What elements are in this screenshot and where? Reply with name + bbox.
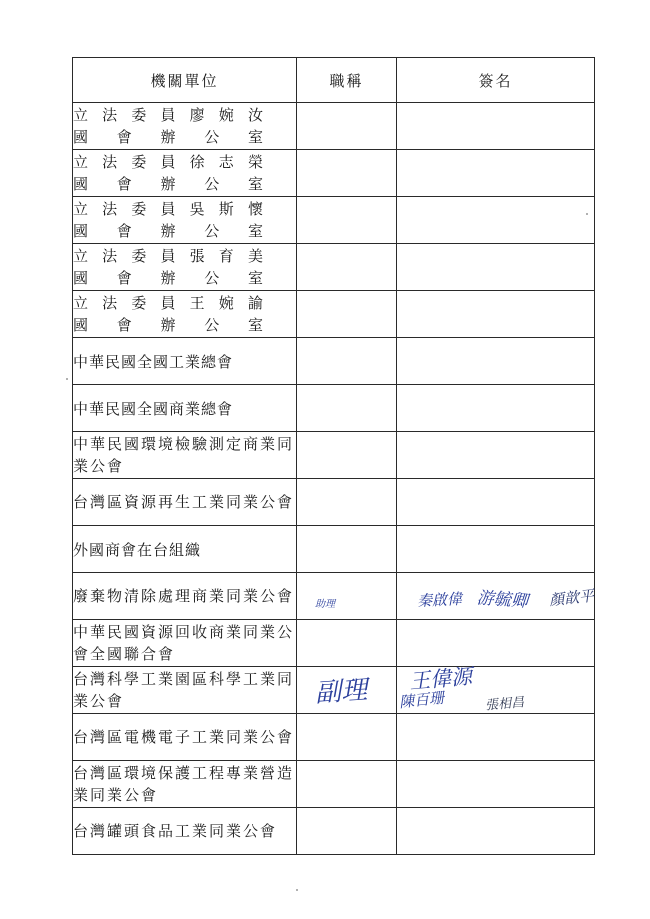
- signature-cell: [397, 197, 595, 244]
- org-char: 法: [102, 200, 118, 218]
- table-row: [73, 103, 595, 150]
- org-name: 外國商會在台組織: [73, 540, 202, 559]
- org-cell: [73, 432, 297, 479]
- org-line: [73, 245, 263, 267]
- org-char: 辦: [160, 175, 176, 193]
- handwritten-signature: 顏歆平: [548, 586, 595, 610]
- table-row: [73, 667, 595, 714]
- signature-cell: [397, 244, 595, 291]
- org-char: 王: [189, 294, 205, 312]
- org-name: 台灣區電機電子工業同業公會: [73, 728, 295, 746]
- org-line: [73, 104, 263, 126]
- org-char: 公: [204, 128, 220, 146]
- table-row: [73, 714, 595, 761]
- table-row: [73, 291, 595, 338]
- org-char: 委: [131, 106, 147, 124]
- org-char: 員: [160, 106, 176, 124]
- table-row: [73, 338, 595, 385]
- org-char: 會: [116, 128, 132, 146]
- org-char: 會: [116, 316, 132, 334]
- org-char: 廖: [189, 106, 205, 124]
- org-char: 員: [160, 247, 176, 265]
- org-char: 國: [73, 316, 89, 334]
- org-cell: [73, 244, 297, 291]
- org-char: 室: [247, 269, 263, 287]
- org-char: 法: [102, 294, 118, 312]
- title-cell: [297, 714, 397, 761]
- org-char: 室: [247, 316, 263, 334]
- title-cell: [297, 150, 397, 197]
- org-char: 榮: [247, 153, 263, 171]
- org-line: [73, 314, 263, 336]
- table-row: [73, 150, 595, 197]
- org-char: 懷: [247, 200, 263, 218]
- table-row: [73, 573, 595, 620]
- org-cell: [73, 526, 297, 573]
- signature-cell: [397, 808, 595, 855]
- org-char: 法: [102, 106, 118, 124]
- org-char: 婉: [218, 294, 234, 312]
- org-char: 法: [102, 153, 118, 171]
- table-row: [73, 385, 595, 432]
- org-char: 吳: [189, 200, 205, 218]
- handwritten-signature: 陳百珊: [398, 688, 445, 712]
- org-name: 台灣科學工業園區科學工業同業公會: [73, 670, 295, 710]
- table-row: [73, 620, 595, 667]
- scan-speck: [586, 213, 588, 215]
- org-char: 室: [247, 175, 263, 193]
- title-cell: [297, 385, 397, 432]
- table-row: [73, 526, 595, 573]
- org-char: 室: [247, 222, 263, 240]
- title-cell: [297, 338, 397, 385]
- org-char: 國: [73, 269, 89, 287]
- org-char: 汝: [247, 106, 263, 124]
- org-char: 美: [247, 247, 263, 265]
- header-title: 職稱: [297, 58, 397, 103]
- signature-cell: [397, 714, 595, 761]
- signature-cell: [397, 573, 595, 620]
- org-char: 公: [204, 222, 220, 240]
- org-char: 國: [73, 128, 89, 146]
- scan-speck: [296, 889, 298, 891]
- signature-cell: [397, 479, 595, 526]
- org-char: 國: [73, 175, 89, 193]
- title-cell: [297, 761, 397, 808]
- org-char: 辦: [160, 316, 176, 334]
- table-row: [73, 808, 595, 855]
- title-cell: [297, 620, 397, 667]
- org-char: 斯: [218, 200, 234, 218]
- org-cell: [73, 573, 297, 620]
- org-char: 員: [160, 294, 176, 312]
- signature-cell: [397, 432, 595, 479]
- org-cell: [73, 103, 297, 150]
- title-cell: [297, 291, 397, 338]
- org-char: 委: [131, 153, 147, 171]
- org-cell: [73, 291, 297, 338]
- handwritten-title: 副理: [314, 675, 369, 709]
- signature-cell: [397, 338, 595, 385]
- org-char: 法: [102, 247, 118, 265]
- handwritten-title: 助理: [315, 599, 335, 610]
- org-char: 公: [204, 175, 220, 193]
- handwritten-signature: 游毓卿: [476, 588, 529, 612]
- org-line: [73, 151, 263, 173]
- title-cell: [297, 479, 397, 526]
- org-line: [73, 267, 263, 289]
- handwritten-signature: 秦啟偉: [416, 589, 463, 611]
- header-signature: 簽名: [397, 58, 595, 103]
- org-char: 張: [189, 247, 205, 265]
- table-row: [73, 197, 595, 244]
- org-name: 台灣區資源再生工業同業公會: [73, 493, 295, 511]
- org-char: 立: [73, 200, 89, 218]
- org-name: 台灣罐頭食品工業同業公會: [73, 822, 278, 840]
- org-line: [73, 220, 263, 242]
- org-line: [73, 126, 263, 148]
- org-cell: [73, 338, 297, 385]
- org-char: 辦: [160, 128, 176, 146]
- org-line: [73, 173, 263, 195]
- org-char: 徐: [189, 153, 205, 171]
- org-cell: [73, 479, 297, 526]
- signature-cell: [397, 291, 595, 338]
- signature-cell: [397, 150, 595, 197]
- org-cell: [73, 761, 297, 808]
- org-cell: [73, 385, 297, 432]
- org-cell: [73, 150, 297, 197]
- org-char: 會: [116, 222, 132, 240]
- org-char: 立: [73, 294, 89, 312]
- org-char: 辦: [160, 269, 176, 287]
- table-row: [73, 479, 595, 526]
- header-org: 機關單位: [73, 58, 297, 103]
- org-line: [73, 292, 263, 314]
- org-char: 公: [204, 316, 220, 334]
- title-cell: [297, 244, 397, 291]
- org-char: 國: [73, 222, 89, 240]
- org-name: 中華民國全國工業總會: [73, 352, 234, 371]
- signature-cell: [397, 620, 595, 667]
- org-line: [73, 198, 263, 220]
- org-name: 中華民國資源回收商業同業公會全國聯合會: [73, 623, 295, 663]
- org-char: 諭: [247, 294, 263, 312]
- org-char: 立: [73, 153, 89, 171]
- table-row: [73, 761, 595, 808]
- scan-speck: [66, 378, 68, 380]
- signature-cell: [397, 761, 595, 808]
- org-cell: [73, 197, 297, 244]
- org-char: 辦: [160, 222, 176, 240]
- title-cell: [297, 103, 397, 150]
- org-char: 會: [116, 175, 132, 193]
- signature-cell: [397, 526, 595, 573]
- handwritten-signature: 王偉源: [408, 664, 474, 694]
- signature-cell: [397, 103, 595, 150]
- org-name: 中華民國環境檢驗測定商業同業公會: [73, 435, 295, 475]
- title-cell: [297, 808, 397, 855]
- org-char: 志: [218, 153, 234, 171]
- attendance-table: [72, 57, 595, 855]
- org-cell: [73, 620, 297, 667]
- org-cell: [73, 714, 297, 761]
- title-cell: [297, 667, 397, 714]
- org-name: 台灣區環境保護工程專業營造業同業公會: [73, 764, 295, 804]
- org-char: 委: [131, 247, 147, 265]
- org-char: 委: [131, 200, 147, 218]
- org-char: 公: [204, 269, 220, 287]
- title-cell: [297, 573, 397, 620]
- table-row: [73, 244, 595, 291]
- org-char: 育: [218, 247, 234, 265]
- title-cell: [297, 526, 397, 573]
- org-cell: [73, 808, 297, 855]
- org-char: 婉: [218, 106, 234, 124]
- table-row: [73, 432, 595, 479]
- signature-cell: [397, 385, 595, 432]
- org-char: 立: [73, 247, 89, 265]
- org-char: 會: [116, 269, 132, 287]
- org-char: 員: [160, 200, 176, 218]
- org-char: 委: [131, 294, 147, 312]
- org-name: 中華民國全國商業總會: [73, 399, 234, 418]
- title-cell: [297, 197, 397, 244]
- signature-cell: [397, 664, 595, 714]
- org-char: 室: [247, 128, 263, 146]
- handwritten-signature: 張相昌: [484, 695, 525, 714]
- org-char: 員: [160, 153, 176, 171]
- org-name: 廢棄物清除處理商業同業公會: [73, 587, 295, 605]
- org-char: 立: [73, 106, 89, 124]
- org-cell: [73, 667, 297, 714]
- title-cell: [297, 432, 397, 479]
